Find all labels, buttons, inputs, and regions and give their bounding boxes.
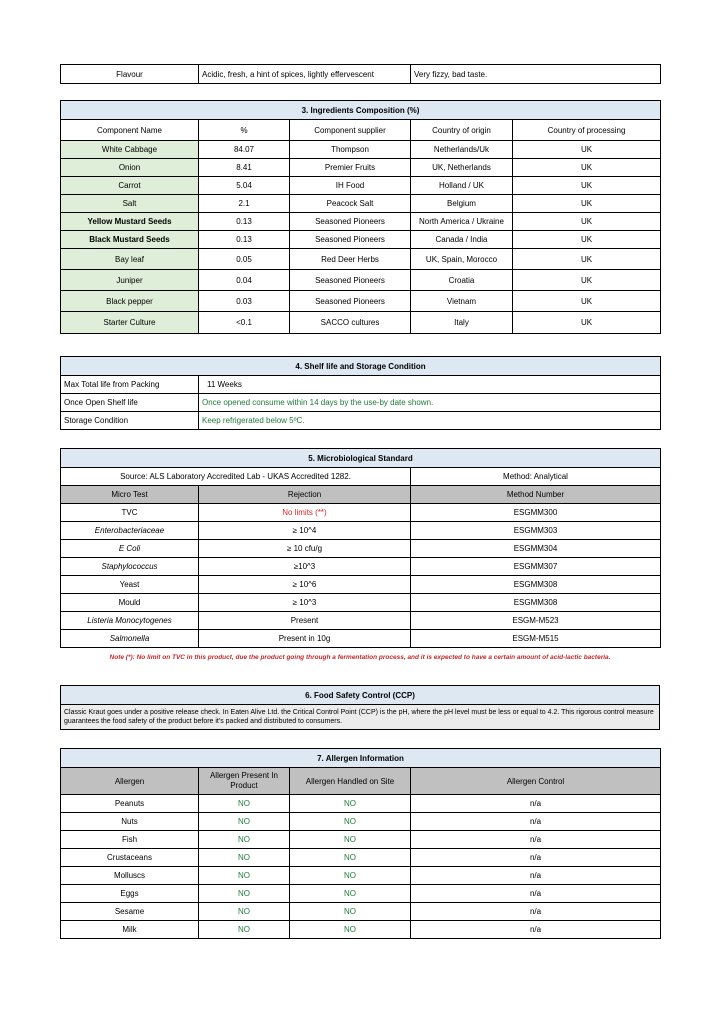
ingredient-supplier: Seasoned Pioneers	[290, 213, 411, 231]
ingredient-row	[61, 312, 661, 334]
micro-header: Rejection	[199, 486, 411, 504]
shelf-value-open: Once opened consume within 14 days by the use-by date shown.	[199, 394, 661, 412]
ing-header: Country of origin	[411, 120, 513, 141]
allergen-handled: NO	[290, 849, 411, 867]
ingredient-supplier: Peacock Salt	[290, 195, 411, 213]
allergen-title: 7. Allergen Information	[61, 749, 661, 768]
ingredient-supplier: Seasoned Pioneers	[290, 270, 411, 291]
flavour-expected: Acidic, fresh, a hint of spices, lightly effervescent	[199, 65, 411, 84]
micro-row	[61, 504, 661, 522]
micro-test: TVC	[61, 504, 199, 522]
ingredient-processing: UK	[513, 159, 661, 177]
allergen-header: Allergen Control	[411, 768, 661, 795]
flavour-label: Flavour	[61, 65, 199, 84]
ingredient-percent: 2.1	[199, 195, 290, 213]
micro-method-number: ESGMM308	[411, 576, 661, 594]
allergen-present: NO	[199, 831, 290, 849]
shelf-value-storage: Keep refrigerated below 5ºC.	[199, 412, 661, 430]
ingredient-processing: UK	[513, 231, 661, 249]
ccp-title: 6. Food Safety Control (CCP)	[61, 686, 660, 705]
micro-section	[60, 448, 660, 648]
flavour-table	[60, 64, 661, 84]
ingredient-origin: UK, Netherlands	[411, 159, 513, 177]
ingredient-supplier: IH Food	[290, 177, 411, 195]
ingredient-processing: UK	[513, 291, 661, 312]
allergen-present: NO	[199, 903, 290, 921]
allergen-row	[61, 867, 661, 885]
micro-rejection: ≥ 10 cfu/g	[199, 540, 411, 558]
ingredient-processing: UK	[513, 270, 661, 291]
micro-row	[61, 612, 661, 630]
ingredient-processing: UK	[513, 213, 661, 231]
ing-header: Component Name	[61, 120, 199, 141]
flavour-block	[60, 64, 660, 84]
allergen-row	[61, 903, 661, 921]
allergen-name: Eggs	[61, 885, 199, 903]
ingredient-row	[61, 231, 661, 249]
micro-source: Source: ALS Laboratory Accredited Lab - UKAS Accredited 1282.	[61, 468, 411, 486]
allergen-name: Sesame	[61, 903, 199, 921]
ccp-section	[60, 685, 660, 730]
micro-header: Method Number	[411, 486, 661, 504]
allergen-header: Allergen	[61, 768, 199, 795]
ingredient-percent: <0.1	[199, 312, 290, 334]
micro-rejection: Present in 10g	[199, 630, 411, 648]
micro-method-number: ESGMM300	[411, 504, 661, 522]
allergen-name: Crustaceans	[61, 849, 199, 867]
ingredient-origin: UK, Spain, Morocco	[411, 249, 513, 270]
micro-method-number: ESGMM308	[411, 594, 661, 612]
ccp-table	[60, 685, 660, 730]
ingredient-name: Black pepper	[61, 291, 199, 312]
allergen-name: Molluscs	[61, 867, 199, 885]
shelf-value-max: 11 Weeks	[199, 376, 661, 394]
micro-rejection: ≥10^3	[199, 558, 411, 576]
allergen-name: Peanuts	[61, 795, 199, 813]
micro-row	[61, 576, 661, 594]
ingredient-supplier: SACCO cultures	[290, 312, 411, 334]
ingredient-percent: 5.04	[199, 177, 290, 195]
micro-rejection: No limits (**)	[199, 504, 411, 522]
allergen-handled: NO	[290, 813, 411, 831]
ingredient-percent: 8.41	[199, 159, 290, 177]
ingredients-title: 3. Ingredients Composition (%)	[61, 101, 661, 120]
allergen-name: Fish	[61, 831, 199, 849]
ingredient-percent: 0.04	[199, 270, 290, 291]
ingredient-row	[61, 213, 661, 231]
micro-rejection: ≥ 10^6	[199, 576, 411, 594]
allergen-control: n/a	[411, 867, 661, 885]
shelf-label-storage: Storage Condition	[61, 412, 199, 430]
shelf-title: 4. Shelf life and Storage Condition	[61, 357, 661, 376]
shelf-label-max: Max Total life from Packing	[61, 376, 199, 394]
micro-row	[61, 630, 661, 648]
ingredient-supplier: Red Deer Herbs	[290, 249, 411, 270]
ingredient-name: Starter Culture	[61, 312, 199, 334]
allergen-handled: NO	[290, 921, 411, 939]
ingredient-name: Black Mustard Seeds	[61, 231, 199, 249]
ingredient-processing: UK	[513, 249, 661, 270]
micro-rejection: Present	[199, 612, 411, 630]
allergen-handled: NO	[290, 885, 411, 903]
ingredient-name: Juniper	[61, 270, 199, 291]
ingredient-row	[61, 291, 661, 312]
micro-header: Micro Test	[61, 486, 199, 504]
allergen-control: n/a	[411, 885, 661, 903]
allergen-control: n/a	[411, 921, 661, 939]
ingredients-table	[60, 100, 661, 334]
shelf-label-open: Once Open Shelf life	[61, 394, 199, 412]
micro-rejection: ≥ 10^4	[199, 522, 411, 540]
ingredient-name: Carrot	[61, 177, 199, 195]
ingredient-origin: Netherlands/Uk	[411, 141, 513, 159]
allergen-table	[60, 748, 661, 939]
ingredient-percent: 0.05	[199, 249, 290, 270]
allergen-row	[61, 885, 661, 903]
allergen-section	[60, 748, 660, 939]
allergen-handled: NO	[290, 903, 411, 921]
ingredient-name: White Cabbage	[61, 141, 199, 159]
ingredient-supplier: Premier Fruits	[290, 159, 411, 177]
ingredient-processing: UK	[513, 312, 661, 334]
micro-method-number: ESGMM303	[411, 522, 661, 540]
micro-method-number: ESGM-M523	[411, 612, 661, 630]
micro-test: Listeria Monocytogenes	[61, 612, 199, 630]
ingredient-row	[61, 141, 661, 159]
micro-method-number: ESGM-M515	[411, 630, 661, 648]
allergen-header: Allergen Present In Product	[199, 768, 290, 795]
allergen-present: NO	[199, 867, 290, 885]
ingredient-row	[61, 159, 661, 177]
allergen-control: n/a	[411, 903, 661, 921]
ingredient-percent: 0.03	[199, 291, 290, 312]
ingredient-percent: 84.07	[199, 141, 290, 159]
allergen-handled: NO	[290, 831, 411, 849]
ingredient-processing: UK	[513, 141, 661, 159]
allergen-handled: NO	[290, 795, 411, 813]
ingredient-supplier: Seasoned Pioneers	[290, 231, 411, 249]
micro-note: Note (*): No limit on TVC in this product, due the product going through a fermentation process, and it is expected to have a certain amount of acid-lactic bacteria.	[109, 654, 611, 661]
micro-test: Enterobacteriaceae	[61, 522, 199, 540]
ingredient-percent: 0.13	[199, 213, 290, 231]
allergen-row	[61, 831, 661, 849]
ingredient-name: Salt	[61, 195, 199, 213]
micro-test: Salmonella	[61, 630, 199, 648]
ing-header: %	[199, 120, 290, 141]
ingredient-origin: Croatia	[411, 270, 513, 291]
micro-test: Yeast	[61, 576, 199, 594]
allergen-control: n/a	[411, 849, 661, 867]
micro-method-number: ESGMM304	[411, 540, 661, 558]
allergen-row	[61, 813, 661, 831]
shelf-table	[60, 356, 661, 430]
allergen-present: NO	[199, 813, 290, 831]
ingredient-row	[61, 270, 661, 291]
micro-rejection: ≥ 10^3	[199, 594, 411, 612]
ingredient-origin: Belgium	[411, 195, 513, 213]
allergen-header: Allergen Handled on Site	[290, 768, 411, 795]
shelf-section	[60, 356, 660, 430]
ingredient-name: Bay leaf	[61, 249, 199, 270]
ingredient-name: Yellow Mustard Seeds	[61, 213, 199, 231]
ingredient-origin: North America / Ukraine	[411, 213, 513, 231]
ing-header: Component supplier	[290, 120, 411, 141]
ingredients-section	[60, 100, 660, 334]
allergen-present: NO	[199, 921, 290, 939]
allergen-control: n/a	[411, 831, 661, 849]
micro-row	[61, 594, 661, 612]
micro-test: E Coli	[61, 540, 199, 558]
micro-table	[60, 448, 661, 648]
allergen-row	[61, 849, 661, 867]
allergen-name: Nuts	[61, 813, 199, 831]
allergen-present: NO	[199, 795, 290, 813]
ccp-text: Classic Kraut goes under a positive release check. In Eaten Alive Ltd. the Critical Control Point (CCP) is the pH, where the pH level must be less or equal to 4.2. This rigorous control measure guarantees the food safety of the product before it's packed and distributed to consumers.	[61, 705, 660, 730]
micro-row	[61, 540, 661, 558]
allergen-control: n/a	[411, 813, 661, 831]
micro-title: 5. Microbiological Standard	[61, 449, 661, 468]
allergen-handled: NO	[290, 867, 411, 885]
ingredient-processing: UK	[513, 195, 661, 213]
ingredient-row	[61, 249, 661, 270]
allergen-row	[61, 921, 661, 939]
allergen-row	[61, 795, 661, 813]
micro-row	[61, 558, 661, 576]
ingredient-row	[61, 177, 661, 195]
ingredient-percent: 0.13	[199, 231, 290, 249]
ingredient-origin: Canada / India	[411, 231, 513, 249]
ingredient-supplier: Seasoned Pioneers	[290, 291, 411, 312]
allergen-name: Milk	[61, 921, 199, 939]
micro-test: Staphylococcus	[61, 558, 199, 576]
micro-method: Method: Analytical	[411, 468, 661, 486]
ingredient-row	[61, 195, 661, 213]
ingredient-processing: UK	[513, 177, 661, 195]
ingredient-name: Onion	[61, 159, 199, 177]
ingredient-origin: Italy	[411, 312, 513, 334]
ing-header: Country of processing	[513, 120, 661, 141]
allergen-control: n/a	[411, 795, 661, 813]
allergen-present: NO	[199, 885, 290, 903]
ingredient-origin: Vietnam	[411, 291, 513, 312]
micro-method-number: ESGMM307	[411, 558, 661, 576]
ingredient-origin: Holland / UK	[411, 177, 513, 195]
ingredient-supplier: Thompson	[290, 141, 411, 159]
flavour-failure: Very fizzy, bad taste.	[411, 65, 661, 84]
micro-test: Mould	[61, 594, 199, 612]
allergen-present: NO	[199, 849, 290, 867]
micro-row	[61, 522, 661, 540]
